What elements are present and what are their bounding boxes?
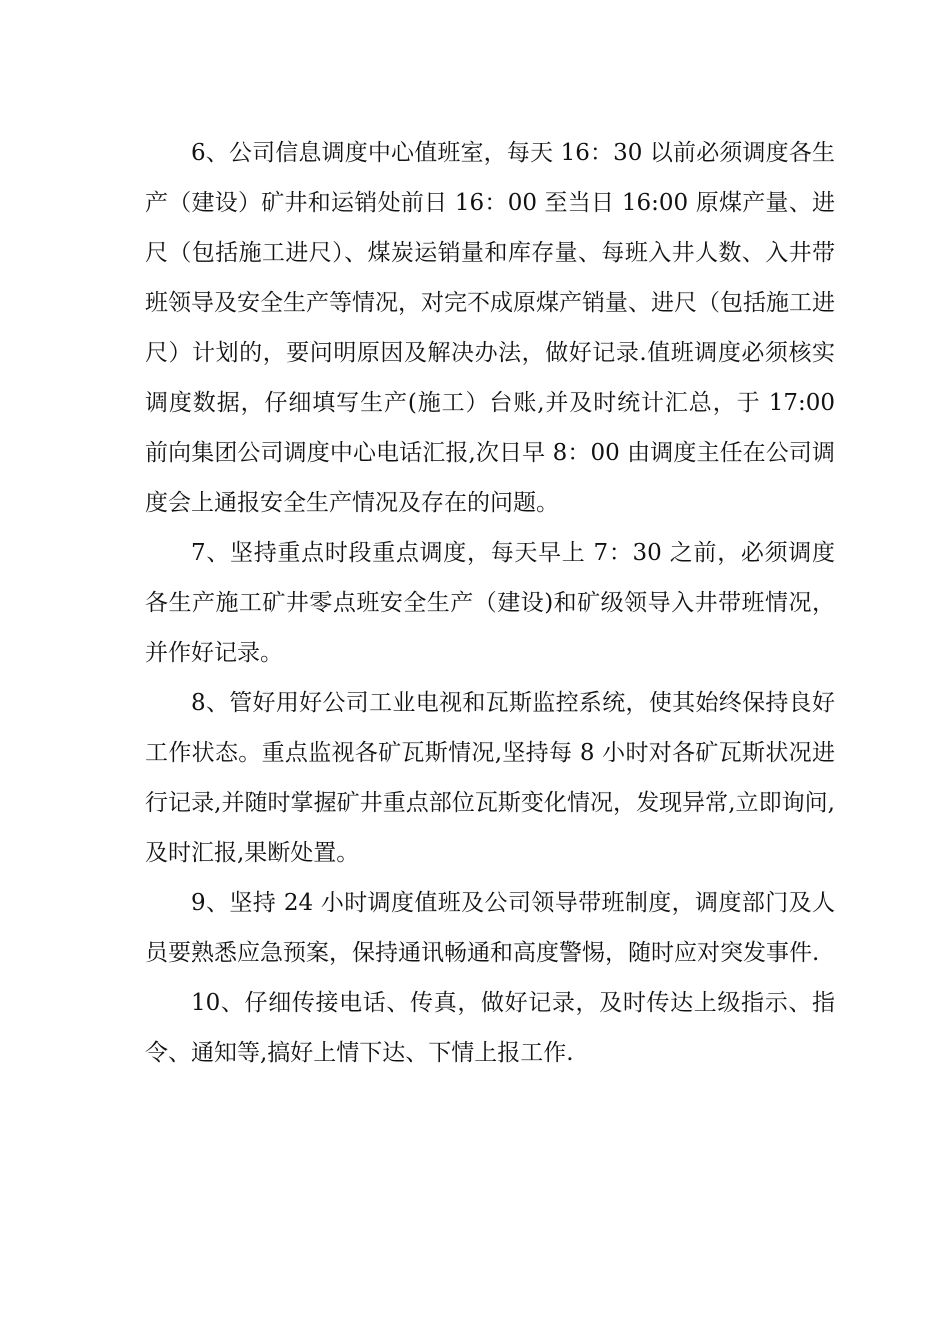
- document-body: [145, 128, 835, 1078]
- paragraph-9: 9、坚持 24 小时调度值班及公司领导带班制度，调度部门及人员要熟悉应急预案，保持通讯畅通和高度警惕，随时应对突发事件.: [145, 890, 835, 966]
- paragraph-7: 7、坚持重点时段重点调度，每天早上 7：30 之前，必须调度各生产施工矿井零点班安全生产（建设)和矿级领导入井带班情况，并作好记录。: [145, 540, 835, 666]
- paragraph-10: 10、仔细传接电话、传真，做好记录，及时传达上级指示、指令、通知等,搞好上情下达、下情上报工作.: [145, 990, 835, 1066]
- paragraph-8: 8、管好用好公司工业电视和瓦斯监控系统，使其始终保持良好工作状态。重点监视各矿瓦斯情况,坚持每 8 小时对各矿瓦斯状况进行记录,并随时掌握矿井重点部位瓦斯变化情况，发现异常,立即询问,及时汇报,果断处置。: [145, 690, 835, 866]
- paragraph-6: 6、公司信息调度中心值班室，每天 16：30 以前必须调度各生产（建设）矿井和运销处前日 16：00 至当日 16:00 原煤产量、进尺（包括施工进尺）、煤炭运销量和库存量、每班入井人数、入井带班领导及安全生产等情况，对完不成原煤产销量、进尺（包括施工进尺）计划的，要问明原因及解决办法，做好记录.值班调度必须核实调度数据，仔细填写生产(施工）台账,并及时统计汇总，于 17:00 前向集团公司调度中心电话汇报,次日早 8：00 由调度主任在公司调度会上通报安全生产情况及存在的问题。: [145, 140, 835, 516]
